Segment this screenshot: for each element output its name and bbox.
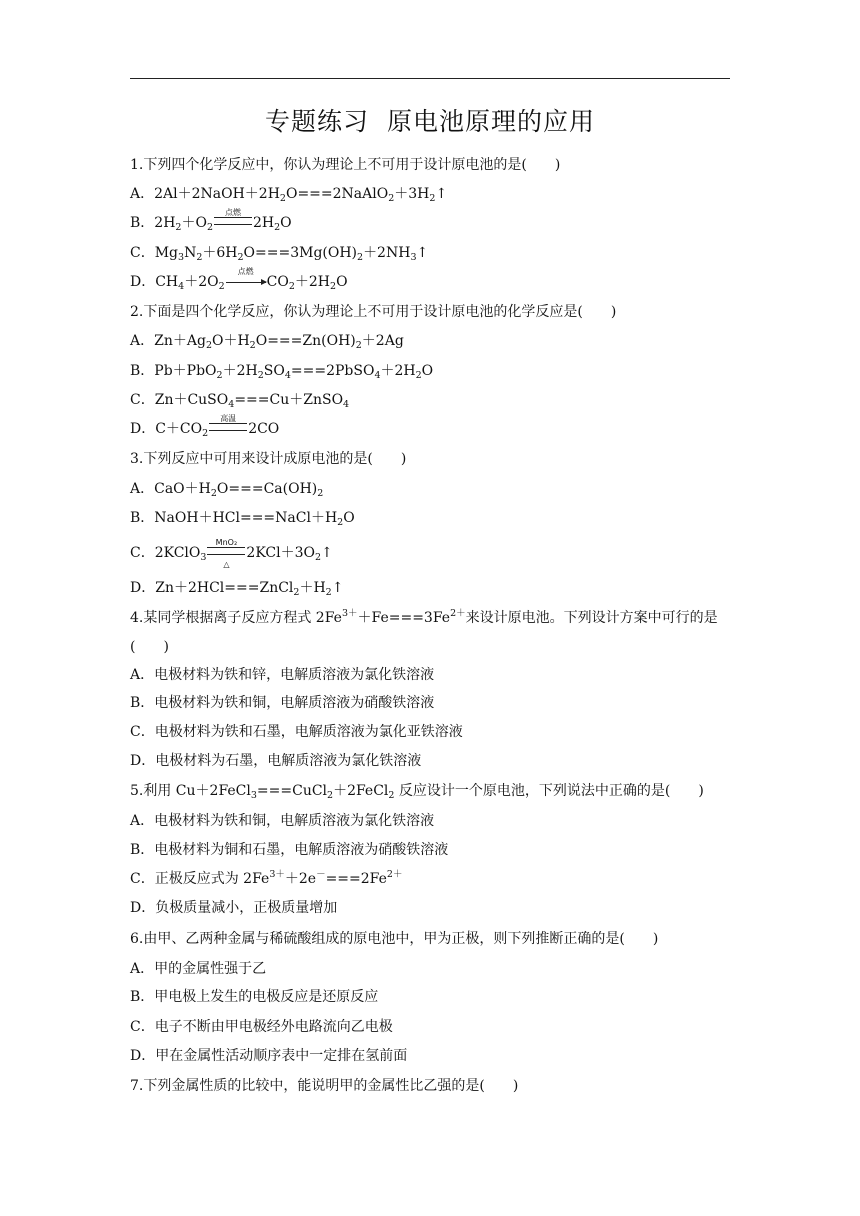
- text-line: [130, 869, 740, 889]
- text-segment: D．电极材料为石墨，电解质溶液为氯化铁溶液: [130, 753, 422, 769]
- text-segment: 6.由甲、乙两种金属与稀硫酸组成的原电池中，甲为正极，则下列推断正确的是( ): [130, 931, 659, 947]
- text-segment: 2KCl＋3O: [246, 545, 315, 561]
- text-segment: B．电极材料为铜和石墨，电解质溶液为硝酸铁溶液: [130, 842, 449, 858]
- subscript: 2: [317, 488, 324, 499]
- text-segment: D．Zn＋2HCl===ZnCl: [130, 580, 294, 596]
- subscript: 2: [330, 281, 337, 292]
- text-segment: 2.下面是四个化学反应，你认为理论上不可用于设计原电池的化学反应是( ): [130, 304, 617, 320]
- subscript: 2: [218, 281, 225, 292]
- text-segment: C．Zn＋CuSO: [130, 392, 229, 408]
- subscript: 2: [249, 340, 256, 351]
- text-segment: 2CO: [248, 421, 280, 437]
- text-line: [130, 302, 740, 322]
- text-segment: B．甲电极上发生的电极反应是还原反应: [130, 989, 379, 1005]
- text-segment: B．电极材料为铁和铜，电解质溶液为硝酸铁溶液: [130, 695, 435, 711]
- condition-label: 点燃: [237, 267, 254, 276]
- reaction-condition: [225, 267, 267, 292]
- text-segment: C．电子不断由甲电极经外电路流向乙电极: [130, 1019, 393, 1035]
- text-line: [130, 665, 740, 685]
- condition-label: MnO₂: [215, 538, 238, 547]
- text-segment: ↑: [321, 545, 333, 561]
- text-segment: O: [280, 215, 292, 231]
- text-segment: D．甲在金属性活动顺序表中一定排在氢前面: [130, 1048, 408, 1064]
- text-segment: B．2H: [130, 215, 176, 231]
- subscript: 2: [388, 790, 395, 801]
- subscript: 2: [210, 488, 217, 499]
- reaction-condition: [208, 414, 248, 439]
- text-segment: ↑: [331, 580, 344, 596]
- text-line: [130, 184, 740, 204]
- subscript: 2: [202, 428, 209, 439]
- text-segment: A．甲的金属性强于乙: [130, 961, 267, 977]
- subscript: 2: [429, 193, 436, 204]
- reaction-condition: [206, 538, 246, 569]
- text-segment: ＋2H: [222, 363, 258, 379]
- text-segment: ＋2FeCl: [333, 783, 389, 799]
- subscript: 2: [293, 587, 300, 598]
- text-segment: A．Zn＋Ag: [130, 333, 206, 349]
- text-line: [130, 155, 740, 175]
- text-segment: ＋2Ag: [361, 333, 404, 349]
- subscript: 2: [325, 587, 332, 598]
- text-segment: C．Mg: [130, 245, 179, 261]
- text-segment: C．正极反应式为 2Fe: [130, 871, 270, 887]
- subscript: 4: [343, 399, 350, 410]
- text-segment: C．电极材料为铁和石墨，电解质溶液为氯化亚铁溶液: [130, 724, 463, 740]
- subscript: 4: [284, 370, 291, 381]
- text-line: [130, 722, 740, 742]
- text-line: [130, 929, 740, 949]
- equals-sign: [214, 217, 252, 225]
- text-segment: ( ): [130, 639, 169, 655]
- text-segment: A．电极材料为铁和锌，电解质溶液为氯化铁溶液: [130, 667, 435, 683]
- subscript: 4: [178, 281, 185, 292]
- text-segment: A．电极材料为铁和铜，电解质溶液为氯化铁溶液: [130, 813, 435, 829]
- text-segment: ===2Fe: [325, 871, 387, 887]
- text-line: [130, 1017, 740, 1037]
- text-line: [130, 898, 740, 918]
- text-line: [130, 390, 740, 410]
- subscript: 2: [257, 370, 264, 381]
- text-line: [130, 1076, 740, 1096]
- subscript: 3: [200, 552, 207, 563]
- subscript: 2: [237, 252, 244, 263]
- text-line: [130, 578, 740, 598]
- text-segment: 来设计原电池。下列设计方案中可行的是: [465, 610, 718, 626]
- text-segment: D．C＋CO: [130, 421, 203, 437]
- text-segment: C．2KClO: [130, 545, 201, 561]
- subscript: 2: [205, 340, 212, 351]
- text-segment: ＋H: [299, 580, 326, 596]
- superscript: 3＋: [341, 608, 358, 619]
- subscript: 2: [206, 222, 213, 233]
- subscript: 2: [388, 193, 395, 204]
- text-segment: 1.下列四个化学反应中，你认为理论上不可用于设计原电池的是( ): [130, 157, 561, 173]
- text-line: [130, 637, 740, 657]
- text-line: [130, 811, 740, 831]
- text-line: [130, 693, 740, 713]
- reaction-arrow: [226, 282, 266, 283]
- text-line: [130, 267, 740, 292]
- subscript: 4: [228, 399, 235, 410]
- subscript: 2: [315, 552, 322, 563]
- text-segment: CO: [266, 274, 289, 290]
- text-line: [130, 449, 740, 469]
- text-segment: 2H: [252, 215, 275, 231]
- subscript: 2: [415, 370, 422, 381]
- text-segment: 4.某同学根据离子反应方程式 2Fe: [130, 610, 342, 626]
- subscript: 3: [178, 252, 185, 263]
- subscript: 2: [279, 193, 286, 204]
- text-segment: ＋2H: [294, 274, 331, 290]
- equals-sign: [209, 423, 247, 431]
- text-segment: A．2Al＋2NaOH＋2H: [130, 186, 280, 202]
- text-line: [130, 751, 740, 771]
- text-segment: ＋2H: [380, 363, 416, 379]
- text-segment: ===Cu＋ZnSO: [234, 392, 344, 408]
- text-line: [130, 208, 740, 233]
- text-segment: O＋H: [211, 333, 250, 349]
- text-segment: ===2PbSO: [290, 363, 375, 379]
- text-segment: ＋6H: [202, 245, 238, 261]
- text-line: [130, 840, 740, 860]
- header-rule: [130, 78, 730, 79]
- subscript: 4: [374, 370, 381, 381]
- superscript: 2＋: [386, 869, 403, 880]
- text-segment: B．Pb＋PbO: [130, 363, 217, 379]
- text-segment: O: [343, 510, 355, 526]
- text-segment: ＋2O: [184, 274, 219, 290]
- text-segment: ＋2NH: [363, 245, 411, 261]
- text-segment: A．CaO＋H: [130, 481, 211, 497]
- page-title: 专题练习 原电池原理的应用: [265, 107, 595, 136]
- subscript: 2: [175, 222, 182, 233]
- text-line: [130, 608, 740, 628]
- subscript: 2: [355, 340, 362, 351]
- subscript: 2: [196, 252, 203, 263]
- text-segment: 3.下列反应中可用来设计成原电池的是( ): [130, 451, 407, 467]
- text-segment: SO: [263, 363, 285, 379]
- subscript: 2: [216, 370, 223, 381]
- subscript: 2: [357, 252, 364, 263]
- subscript: 3: [410, 252, 417, 263]
- text-line: [130, 508, 740, 528]
- condition-label-bottom: △: [223, 560, 230, 569]
- subscript: 2: [274, 222, 281, 233]
- text-segment: 7.下列金属性质的比较中，能说明甲的金属性比乙强的是( ): [130, 1078, 519, 1094]
- text-segment: ＋2e: [284, 871, 317, 887]
- text-segment: O===2NaAlO: [285, 186, 389, 202]
- text-segment: ↑: [435, 186, 448, 202]
- text-line: [130, 361, 740, 381]
- superscript: －: [316, 869, 326, 880]
- subscript: 2: [288, 281, 295, 292]
- text-segment: D．负极质量减小，正极质量增加: [130, 900, 338, 916]
- text-line: [130, 243, 740, 263]
- subscript: 3: [250, 790, 257, 801]
- text-segment: O===3Mg(OH): [243, 245, 358, 261]
- text-line: [130, 1046, 740, 1066]
- text-line: [130, 331, 740, 351]
- text-segment: ＋3H: [394, 186, 430, 202]
- text-segment: ＋Fe===3Fe: [357, 610, 451, 626]
- text-line: [130, 538, 740, 569]
- text-segment: O: [421, 363, 434, 379]
- text-line: [130, 781, 740, 801]
- superscript: 2＋: [450, 608, 466, 619]
- text-line: [130, 987, 740, 1007]
- condition-label: 高温: [220, 414, 237, 423]
- text-segment: 反应设计一个原电池，下列说法中正确的是( ): [394, 783, 704, 799]
- text-segment: ↑: [416, 245, 429, 261]
- text-segment: D．CH: [130, 274, 179, 290]
- subscript: 2: [327, 790, 334, 801]
- text-segment: 5.利用 Cu＋2FeCl: [130, 783, 251, 799]
- text-line: [130, 414, 740, 439]
- text-segment: O===Ca(OH): [216, 481, 318, 497]
- superscript: 3＋: [269, 869, 285, 880]
- condition-label: 点燃: [224, 208, 241, 217]
- text-segment: ===CuCl: [256, 783, 328, 799]
- text-line: [130, 479, 740, 499]
- subscript: 2: [337, 517, 344, 528]
- text-segment: N: [184, 245, 197, 261]
- reaction-condition: [213, 208, 253, 233]
- text-line: [130, 959, 740, 979]
- text-segment: O===Zn(OH): [255, 333, 356, 349]
- text-segment: ＋O: [181, 215, 207, 231]
- text-segment: B．NaOH＋HCl===NaCl＋H: [130, 510, 338, 526]
- equals-sign: [207, 547, 245, 555]
- text-segment: O: [336, 274, 348, 290]
